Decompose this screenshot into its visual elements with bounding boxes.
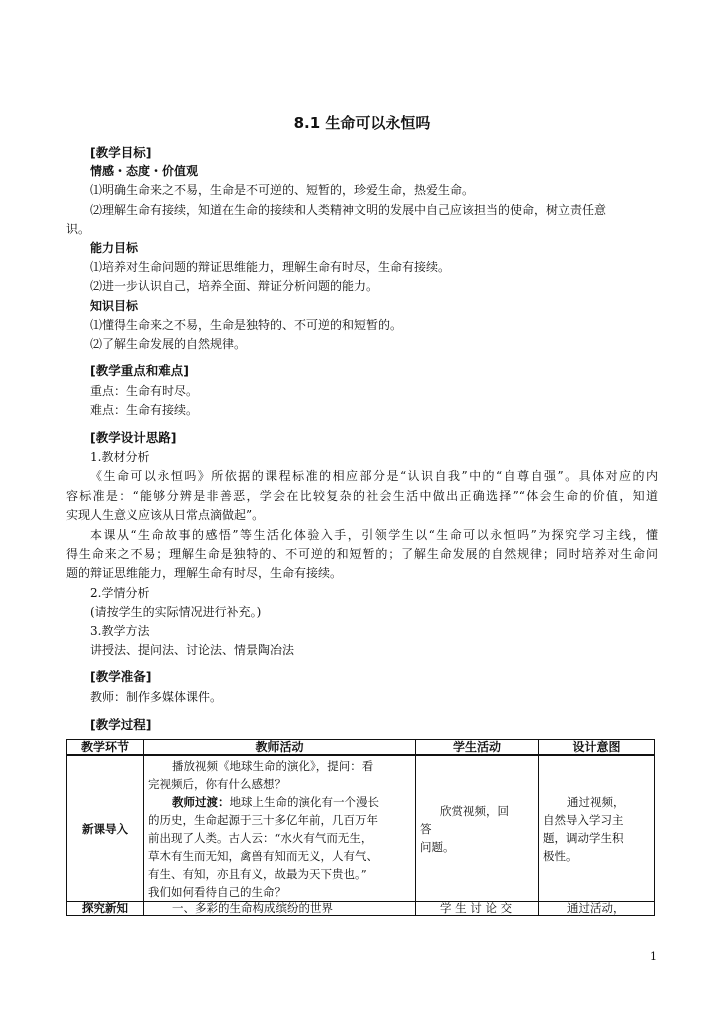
emotion-item-1: ⑴明确生命来之不易，生命是不可逆的、短暂的，珍爱生命，热爱生命。 <box>90 183 475 197</box>
ability-item-1: ⑴培养对生命问题的辩证思维能力，理解生命有时尽，生命有接续。 <box>90 260 451 274</box>
design-subheading-1: 1.教材分析 <box>90 450 150 464</box>
row1-teacher-line-6: 草木有生而无知，禽兽有知而无义，人有气、 <box>148 849 378 863</box>
design-paragraph-1-line-2: 容标准是：“能够分辨是非善恶，学会在比较复杂的社会生活中做出正确选择”“体会生命的价值，知道 <box>66 489 658 503</box>
table-row <box>67 755 655 902</box>
design-subheading-2: 2.学情分析 <box>90 586 150 600</box>
row1-student-line-1: 欣赏视频，回 <box>440 803 509 818</box>
header-student-activity: 学生活动 <box>416 740 539 756</box>
emotion-heading: 情感・态度・价值观 <box>90 164 199 178</box>
teaching-process-table <box>66 739 655 916</box>
row2-stage: 探究新知 <box>67 902 144 916</box>
key-points-heading: [教学重点和难点] <box>90 363 189 378</box>
row1-student-line-3: 问题。 <box>420 839 455 854</box>
row2-design-intent <box>539 902 655 916</box>
row1-intent-line-1: 通过视频， <box>567 794 625 809</box>
design-subheading-3: 3.教学方法 <box>90 624 150 638</box>
emotion-item-2-cont: 识。 <box>66 222 91 236</box>
design-heading: [教学设计思路] <box>90 430 177 445</box>
row1-intent-line-2: 自然导入学习主 <box>543 812 624 827</box>
objectives-heading: [教学目标] <box>90 145 152 160</box>
design-paragraph-1-line-3: 实现人生意义应该从日常点滴做起”。 <box>66 508 265 522</box>
difficult-point: 难点：生命有接续。 <box>90 403 199 417</box>
row1-teacher-activity <box>144 755 416 902</box>
key-point: 重点：生命有时尽。 <box>90 384 199 398</box>
knowledge-heading: 知识目标 <box>90 299 139 313</box>
table-header-row <box>67 740 655 756</box>
teacher-transition-text: 地球上生命的演化有一个漫长 <box>229 795 379 809</box>
row2-teacher-activity <box>144 902 416 916</box>
page-title: 8.1 生命可以永恒吗 <box>293 114 431 132</box>
knowledge-item-1: ⑴懂得生命来之不易，生命是独特的、不可逆的和短暂的。 <box>90 318 403 332</box>
header-design-intent: 设计意图 <box>539 740 655 756</box>
design-methods: 讲授法、提问法、讨论法、情景陶冶法 <box>90 643 295 657</box>
knowledge-item-2: ⑵了解生命发展的自然规律。 <box>90 337 247 351</box>
row1-teacher-line-5: 前出现了人类。古人云：“水火有气而无生， <box>148 831 373 845</box>
design-paragraph-2-line-3: 题的辩证思维能力，理解生命有时尽，生命有接续。 <box>66 566 343 580</box>
emotion-item-2: ⑵理解生命有接续，知道在生命的接续和人类精神文明的发展中自己应该担当的使命，树立责任意 <box>90 203 607 217</box>
row1-teacher-line-7: 有生、有知，亦且有义，故最为天下贵也。” <box>148 867 367 881</box>
row1-student-activity <box>416 755 539 902</box>
row1-design-intent <box>539 755 655 902</box>
row2-intent-line-1: 通过活动， <box>567 901 625 915</box>
row1-teacher-line-1: 播放视频《地球生命的演化》，提问：看 <box>172 759 374 773</box>
ability-heading: 能力目标 <box>90 241 139 255</box>
table-row <box>67 902 655 916</box>
process-heading: [教学过程] <box>90 717 152 732</box>
row1-intent-line-4: 极性。 <box>543 848 578 863</box>
row2-student-activity <box>416 902 539 916</box>
design-paragraph-2-line-1: 本课从“生命故事的感悟”等生活化体验入手，引领学生以“生命可以永恒吗”为探究学习主线，懂 <box>90 528 658 542</box>
row1-student-line-2: 答 <box>420 821 432 836</box>
ability-item-2: ⑵进一步认识自己，培养全面、辩证分析问题的能力。 <box>90 279 379 293</box>
row1-intent-line-3: 题，调动学生积 <box>543 830 624 845</box>
row2-student-line-1: 学 生 讨 论 交 <box>440 901 513 915</box>
header-stage: 教学环节 <box>67 740 144 756</box>
row1-teacher-line-2: 完视频后，你有什么感想？ <box>148 777 286 791</box>
page-number: 1 <box>650 950 657 963</box>
row2-teacher-line-1: 一、多彩的生命构成缤纷的世界 <box>172 901 333 915</box>
header-teacher-activity: 教师活动 <box>144 740 416 756</box>
row1-teacher-line-4: 的历史，生命起源于三十多亿年前，几百万年 <box>148 813 378 827</box>
design-paragraph-1-line-1: 《生命可以永恒吗》所依据的课程标准的相应部分是“认识自我”中的“自尊自强”。具体对应的内 <box>90 469 658 483</box>
row1-teacher-line-3 <box>148 793 411 811</box>
design-paragraph-2-line-2: 得生命来之不易；理解生命是独特的、不可逆的和短暂的；了解生命发展的自然规律；同时培养对生命问 <box>66 547 658 561</box>
row1-stage: 新课导入 <box>67 755 144 902</box>
teacher-transition-label: 教师过渡： <box>172 795 230 809</box>
design-note: (请按学生的实际情况进行补充。) <box>90 605 262 619</box>
preparation-heading: [教学准备] <box>90 669 152 684</box>
preparation-text: 教师：制作多媒体课件。 <box>90 690 223 704</box>
row1-teacher-line-8: 我们如何看待自己的生命？ <box>148 885 286 899</box>
